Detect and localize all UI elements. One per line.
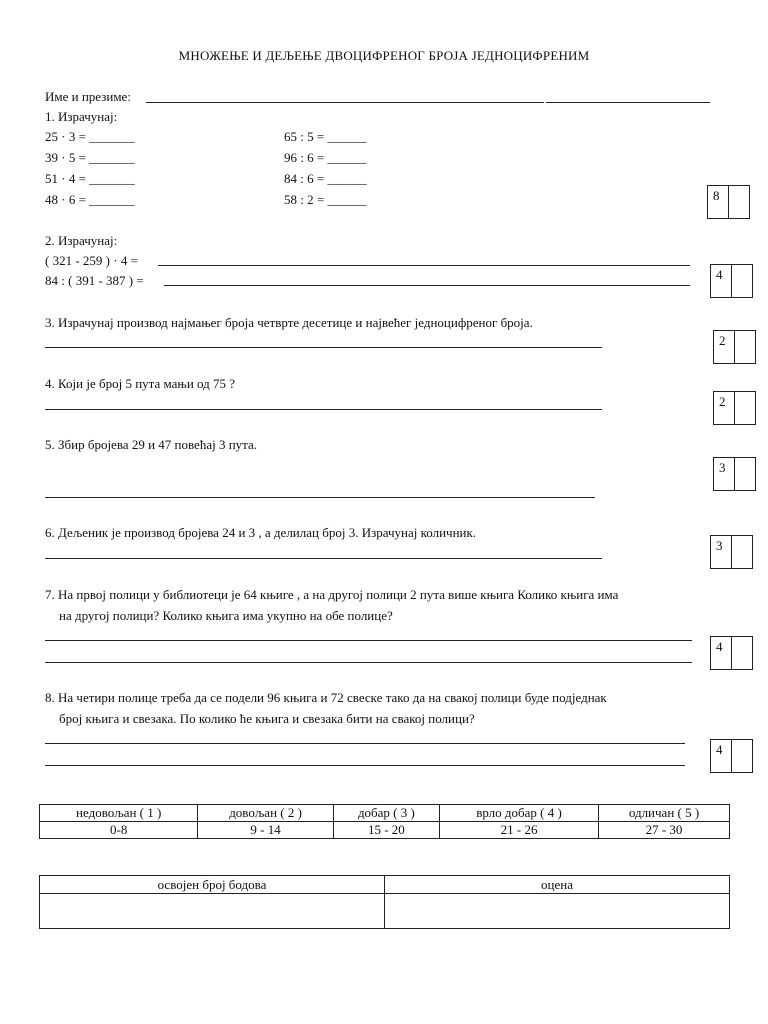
task-8-score-box: [710, 739, 753, 773]
task-5-heading: 5. Збир бројева 29 и 47 повећај 3 пута.: [45, 437, 258, 452]
grade-range: 15 - 20: [333, 822, 439, 839]
name-label: Име и презиме:: [45, 89, 131, 104]
task-2-score-box: [710, 264, 753, 298]
answer-line[interactable]: [45, 558, 602, 559]
grade-header: оцена: [385, 876, 730, 894]
task-1-points: 8: [713, 188, 720, 203]
task-6-score-box: [710, 535, 753, 569]
answer-line[interactable]: [45, 497, 595, 498]
answer-line[interactable]: [45, 409, 602, 410]
task-1-expr: 84 : 6 = ______: [284, 171, 367, 186]
grade-label: недовољан ( 1 ): [40, 805, 198, 822]
task-1-expr: 25 · 3 = _______: [45, 129, 135, 144]
task-4-heading: 4. Који је број 5 пута мањи од 75 ?: [45, 376, 236, 391]
grading-scale-table: [39, 804, 730, 839]
points-earned-field[interactable]: [40, 894, 385, 929]
task-1-heading: 1. Израчунај:: [45, 109, 118, 124]
task-7-score-box: [710, 636, 753, 670]
task-2-expr: ( 321 - 259 ) · 4 =: [45, 253, 138, 268]
name-line[interactable]: [146, 102, 544, 103]
task-3-score-box: [713, 330, 756, 364]
grade-label: врло добар ( 4 ): [440, 805, 599, 822]
task-7-points: 4: [716, 639, 723, 654]
answer-line[interactable]: [164, 285, 690, 286]
grade-label: довољан ( 2 ): [198, 805, 333, 822]
task-1-score-box: [707, 185, 750, 219]
task-1-expr: 96 : 6 = ______: [284, 150, 367, 165]
task-8-heading: 8. На четири полице треба да се подели 96 књига и 72 свеске тако да на свакој полици буде подједнак: [45, 690, 607, 705]
answer-line[interactable]: [158, 265, 690, 266]
task-3-earned-field[interactable]: [735, 331, 755, 363]
task-8-heading-cont: број књига и свезака. По колико ће књига и свезака бити на свакој полици?: [59, 711, 475, 726]
task-8-points: 4: [716, 742, 723, 757]
task-4-points: 2: [719, 394, 726, 409]
grade-field[interactable]: [385, 894, 730, 929]
task-1-expr: 58 : 2 = ______: [284, 192, 367, 207]
grade-label: одличан ( 5 ): [599, 805, 730, 822]
grade-range: 21 - 26: [440, 822, 599, 839]
task-6-earned-field[interactable]: [732, 536, 752, 568]
task-7-earned-field[interactable]: [732, 637, 752, 669]
task-3-points: 2: [719, 333, 726, 348]
task-5-points: 3: [719, 460, 726, 475]
grade-range: 9 - 14: [198, 822, 333, 839]
task-1-expr: 39 · 5 = _______: [45, 150, 135, 165]
task-6-points: 3: [716, 538, 723, 553]
grade-range: 27 - 30: [599, 822, 730, 839]
grade-label: добар ( 3 ): [333, 805, 439, 822]
task-7-heading: 7. На првој полици у библиотеци је 64 књиге , а на другој полици 2 пута више књига Колико књига има: [45, 587, 619, 602]
task-1-expr: 65 : 5 = ______: [284, 129, 367, 144]
surname-line[interactable]: [546, 102, 710, 103]
task-7-heading-cont: на другој полици? Колико књига има укупно на обе полице?: [59, 608, 393, 623]
task-1-earned-field[interactable]: [729, 186, 749, 218]
answer-line[interactable]: [45, 765, 685, 766]
task-4-score-box: [713, 391, 756, 425]
task-4-earned-field[interactable]: [735, 392, 755, 424]
answer-line[interactable]: [45, 662, 692, 663]
task-2-points: 4: [716, 267, 723, 282]
task-5-score-box: [713, 457, 756, 491]
answer-line[interactable]: [45, 347, 602, 348]
task-6-heading: 6. Дељеник је производ бројева 24 и 3 , а делилац број 3. Израчунај количник.: [45, 525, 477, 540]
task-1-expr: 51 · 4 = _______: [45, 171, 135, 186]
task-2-expr: 84 : ( 391 - 387 ) =: [45, 273, 144, 288]
answer-line[interactable]: [45, 640, 692, 641]
grade-range: 0-8: [40, 822, 198, 839]
task-5-earned-field[interactable]: [735, 458, 755, 490]
answer-line[interactable]: [45, 743, 685, 744]
page-title: МНОЖЕЊЕ И ДЕЉЕЊЕ ДВОЦИФРЕНОГ БРОЈА ЈЕДНОЦИФРЕНИМ: [178, 48, 590, 63]
task-1-expr: 48 · 6 = _______: [45, 192, 135, 207]
result-table: [39, 875, 730, 929]
task-3-heading: 3. Израчунај производ најмањег броја четврте десетице и највећег једноцифреног броја.: [45, 315, 533, 330]
task-8-earned-field[interactable]: [732, 740, 752, 772]
points-earned-header: освојен број бодова: [40, 876, 385, 894]
task-2-earned-field[interactable]: [732, 265, 752, 297]
task-2-heading: 2. Израчунај:: [45, 233, 118, 248]
